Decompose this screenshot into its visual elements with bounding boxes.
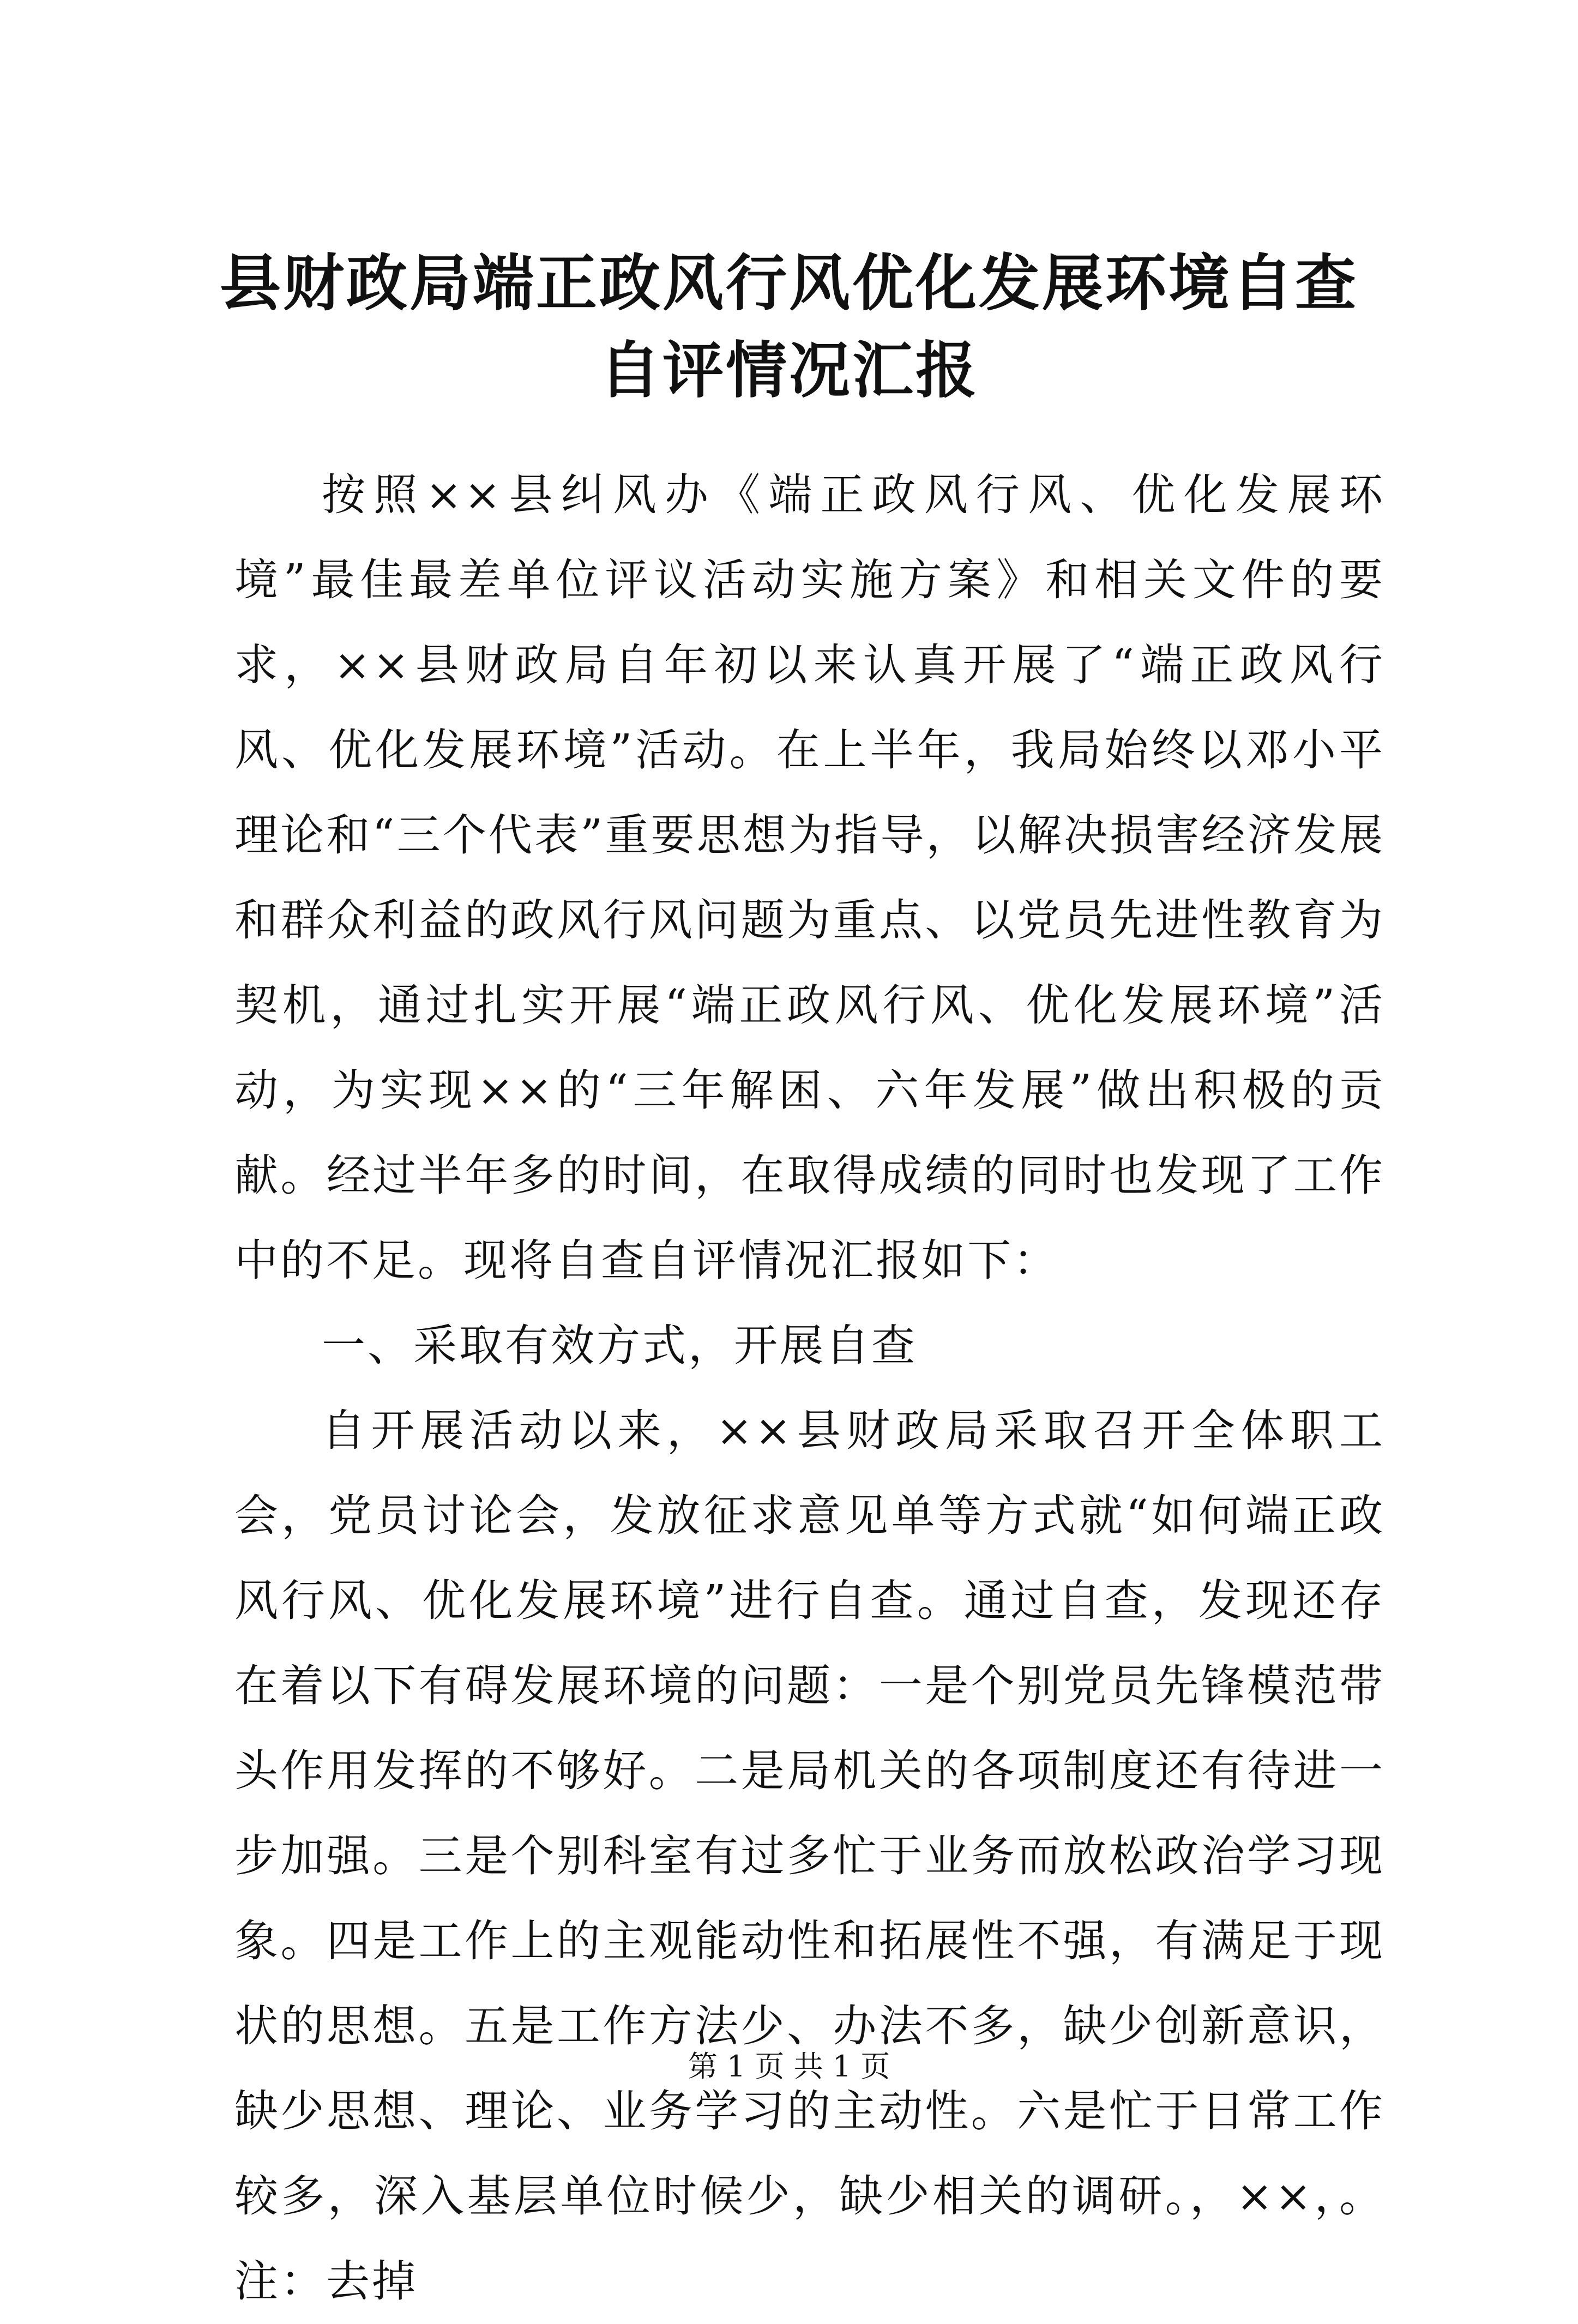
document-body xyxy=(234,453,1385,2324)
intro-paragraph: 按照××县纠风办《端正政风行风、优化发展环境”最佳最差单位评议活动实施方案》和相关文件的要求，××县财政局自年初以来认真开展了“端正政风行风、优化发展环境”活动。在上半年，我局始终以邓小平理论和“三个代表”重要思想为指导，以解决损害经济发展和群众利益的政风行风问题为重点、以党员先进性教育为契机，通过扎实开展“端正政风行风、优化发展环境”活动，为实现××的“三年解困、六年发展”做出积极的贡献。经过半年多的时间，在取得成绩的同时也发现了工作中的不足。现将自查自评情况汇报如下： xyxy=(234,469,1385,1286)
page-footer: 第 1 页 共 1 页 xyxy=(688,2049,890,2084)
section-heading: 一、采取有效方式，开展自查 xyxy=(322,1320,917,1371)
self-check-paragraph: 自开展活动以来，××县财政局采取召开全体职工会，党员讨论会，发放征求意见单等方式就“如何端正政风行风、优化发展环境”进行自查。通过自查，发现还存在着以下有碍发展环境的问题：一是个别党员先锋模范带头作用发挥的不够好。二是局机关的各项制度还有待进一步加强。三是个别科室有过多忙于业务而放松政治学习现象。四是工作上的主观能动性和拓展性不强，有满足于现状的思想。五是工作方法少、办法不多，缺少创新意识，缺少思想、理论、业务学习的主动性。六是忙于日常工作较多，深入基层单位时候少，缺少相关的调研。，××，。注：去掉 xyxy=(234,1405,1385,2307)
document-title: 县财政局端正政风行风优化发展环境自查自评情况汇报 xyxy=(220,248,1358,406)
